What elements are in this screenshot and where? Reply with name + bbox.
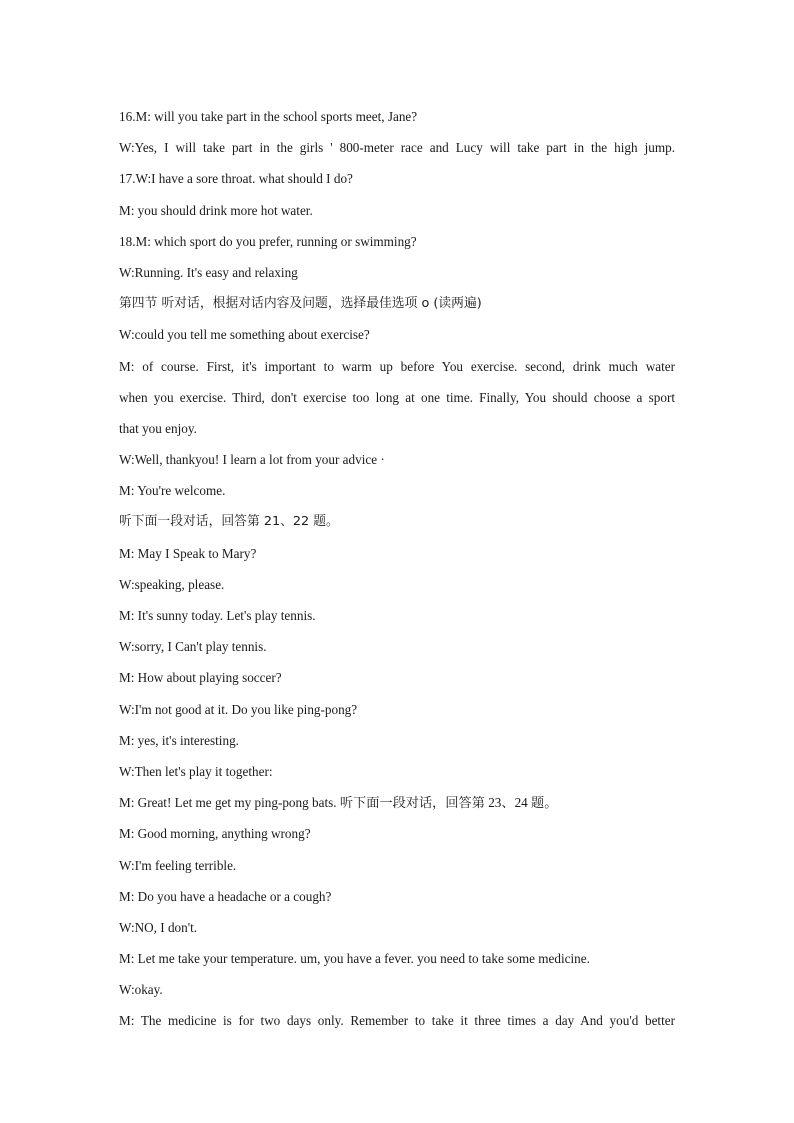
line-dialogue-16: M: Good morning, anything wrong? [119,826,311,842]
line-q18-answer: W:Running. It's easy and relaxing [119,264,298,280]
line-dialogue-1: W:could you tell me something about exercise? [119,327,370,343]
line-dialogue-9: M: It's sunny today. Let's play tennis. [119,608,316,623]
line-dialogue-4: that you enjoy. [119,420,197,436]
line-dialogue-17: W:I'm feeling terrible. [119,857,237,873]
line-dialogue-2: M: of course. First, it's important to warm up before You exercise. second, drink much water [119,358,675,374]
line-dialogue-15: M: Great! Let me get my ping-pong bats. 听下面一段对话，回答第 23、24 题。 [119,795,558,811]
line-dialogue-18: M: Do you have a headache or a cough? [119,888,332,904]
line-q18-question: 18.M: which sport do you prefer, running or swimming? [119,233,417,249]
line-dialogue-20: M: Let me take your temperature. um, you have a fever. you need to take some medicine. [119,951,590,967]
section-heading-21-22: 听下面一段对话，回答第 21、22 题。 [119,514,339,530]
line-dialogue-5: W:Well, thankyou! I learn a lot from your advice · [119,452,385,468]
line-dialogue-14: W:Then let's play it together: [119,763,273,779]
transcript-body [119,101,675,1037]
line-q16-answer: W:Yes, I will take part in the girls ' 800-meter race and Lucy will take part in the high jump. [119,140,675,156]
line-q17-question: 17.W:I have a sore throat. what should I do? [119,171,353,187]
line-dialogue-8: W:speaking, please. [119,576,225,592]
line-dialogue-10: W:sorry, I Can't play tennis. [119,639,267,655]
line-dialogue-3: when you exercise. Third, don't exercise too long at one time. Finally, You should choose a sport [119,389,675,405]
line-q17-answer: M: you should drink more hot water. [119,202,313,218]
line-dialogue-7: M: May I Speak to Mary? [119,545,257,561]
line-dialogue-13: M: yes, it's interesting. [119,732,239,748]
line-dialogue-11: M: How about playing soccer? [119,670,282,686]
line-dialogue-21: W:okay. [119,982,163,998]
line-dialogue-19: W:NO, I don't. [119,919,198,935]
line-dialogue-12: W:I'm not good at it. Do you like ping-pong? [119,701,358,717]
section-four-heading: 第四节 听对话，根据对话内容及问题，选择最佳选项 o (读两遍) [119,296,482,312]
line-q16-question: 16.M: will you take part in the school sports meet, Jane? [119,109,418,124]
line-dialogue-6: M: You're welcome. [119,483,226,499]
line-dialogue-22: M: The medicine is for two days only. Remember to take it three times a day And you'd better [119,1013,675,1029]
